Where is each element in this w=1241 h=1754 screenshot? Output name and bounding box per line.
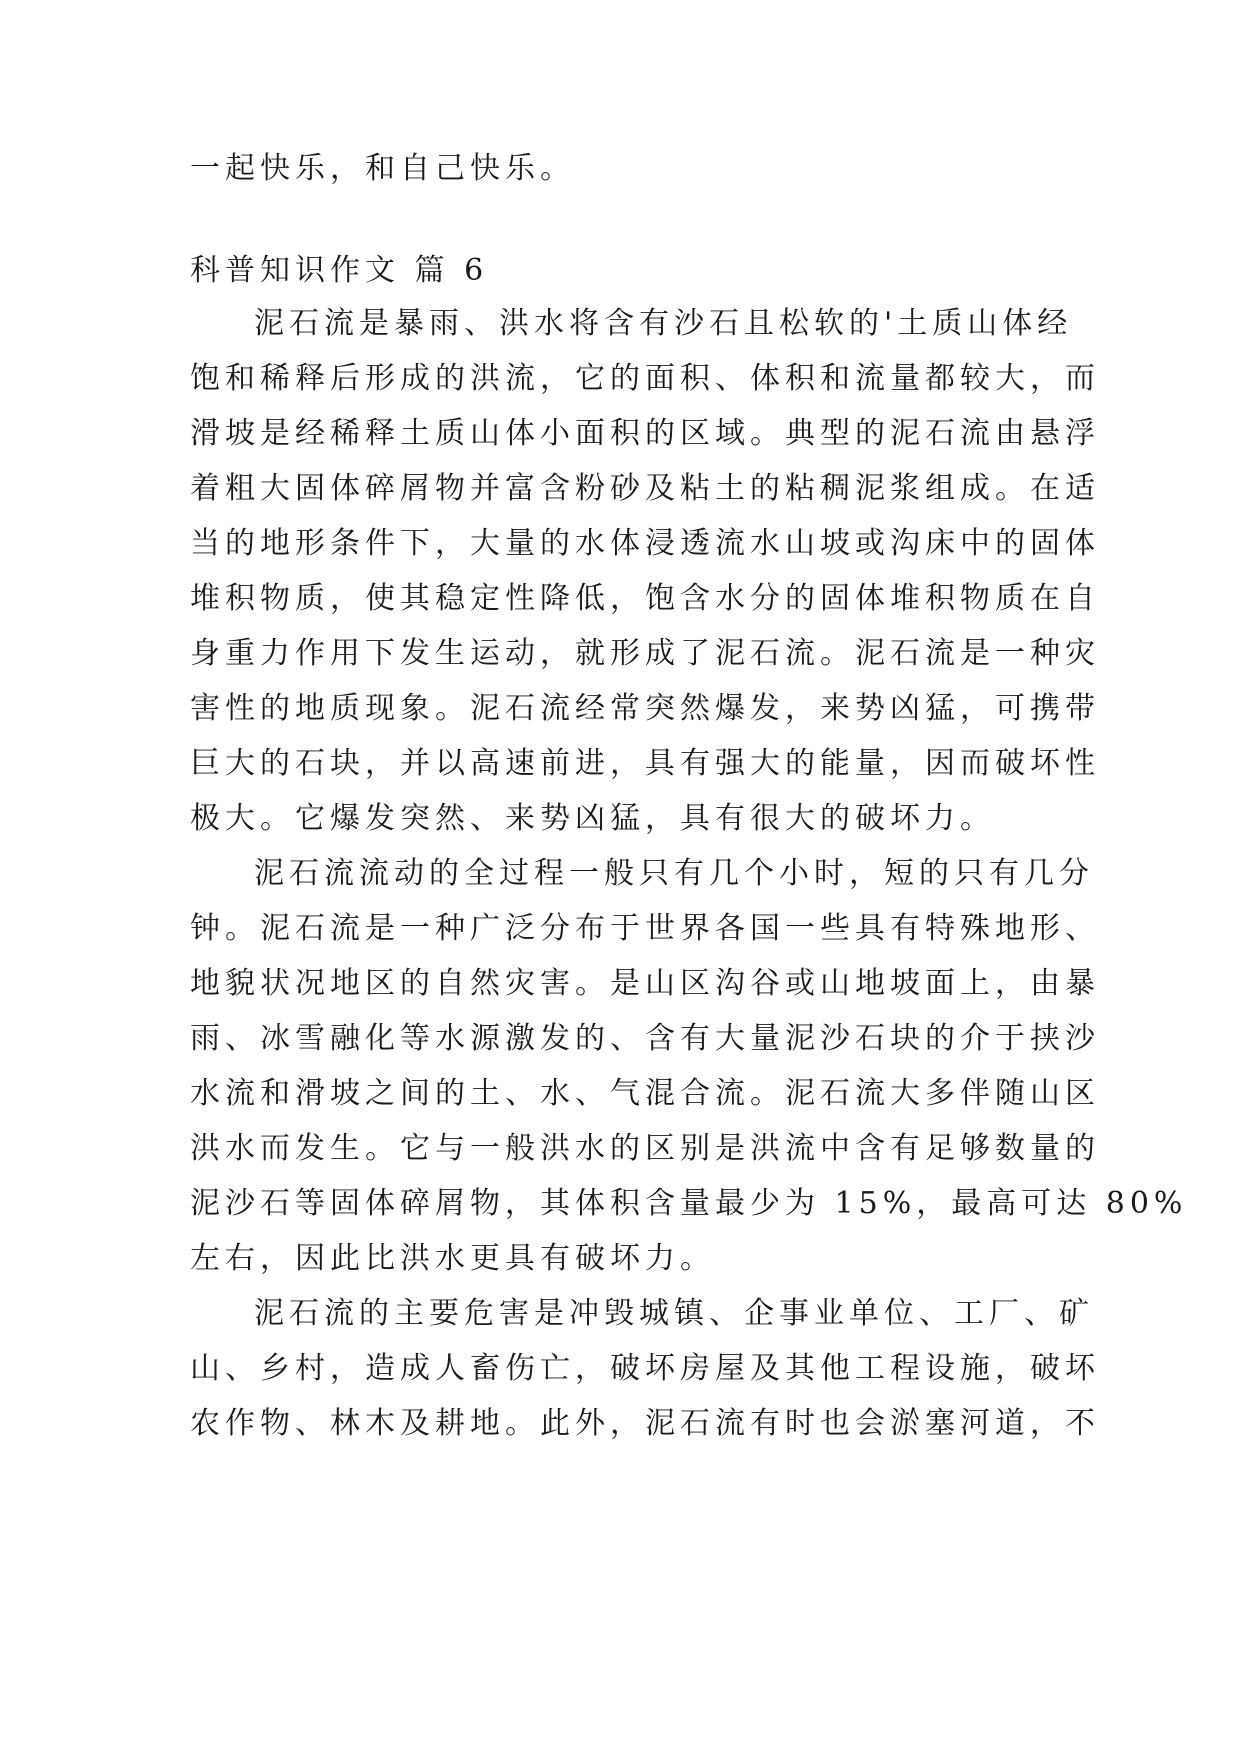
text-line: 堆积物质，使其稳定性降低，饱含水分的固体堆积物质在自 [190,581,1100,616]
text-line: 泥石流流动的全过程一般只有几个小时，短的只有几分 [254,856,1094,891]
section-title: 科普知识作文 篇 6 [190,253,489,288]
text-line: 滑坡是经稀释土质山体小面积的区域。典型的泥石流由悬浮 [190,416,1100,451]
text-line: 地貌状况地区的自然灾害。是山区沟谷或山地坡面上，由暴 [190,966,1100,1001]
text-line: 水流和滑坡之间的土、水、气混合流。泥石流大多伴随山区 [190,1076,1100,1111]
text-line: 泥沙石等固体碎屑物，其体积含量最少为 15%，最高可达 80% [190,1186,1188,1221]
text-line: 钟。泥石流是一种广泛分布于世界各国一些具有特殊地形、 [190,911,1100,946]
text-line: 山、乡村，造成人畜伤亡，破坏房屋及其他工程设施，破坏 [190,1351,1100,1386]
text-line: 雨、冰雪融化等水源激发的、含有大量泥沙石块的介于挟沙 [190,1021,1100,1056]
text-line: 泥石流的主要危害是冲毁城镇、企事业单位、工厂、矿 [254,1296,1094,1331]
text-line: 洪水而发生。它与一般洪水的区别是洪流中含有足够数量的 [190,1131,1100,1166]
text-line: 农作物、林木及耕地。此外，泥石流有时也会淤塞河道，不 [190,1406,1100,1441]
text-line: 极大。它爆发突然、来势凶猛，具有很大的破坏力。 [190,801,995,836]
text-line: 饱和稀释后形成的洪流，它的面积、体积和流量都较大，而 [190,361,1100,396]
text-line: 着粗大固体碎屑物并富含粉砂及粘土的粘稠泥浆组成。在适 [190,471,1100,506]
text-line: 巨大的石块，并以高速前进，具有强大的能量，因而破坏性 [190,746,1100,781]
lead-line: 一起快乐，和自己快乐。 [190,151,575,186]
text-line: 左右，因此比洪水更具有破坏力。 [190,1241,715,1276]
text-line: 害性的地质现象。泥石流经常突然爆发，来势凶猛，可携带 [190,691,1100,726]
text-line: 身重力作用下发生运动，就形成了泥石流。泥石流是一种灾 [190,636,1100,671]
text-line: 当的地形条件下，大量的水体浸透流水山坡或沟床中的固体 [190,526,1100,561]
text-line: 泥石流是暴雨、洪水将含有沙石且松软的'土质山体经 [254,306,1073,341]
